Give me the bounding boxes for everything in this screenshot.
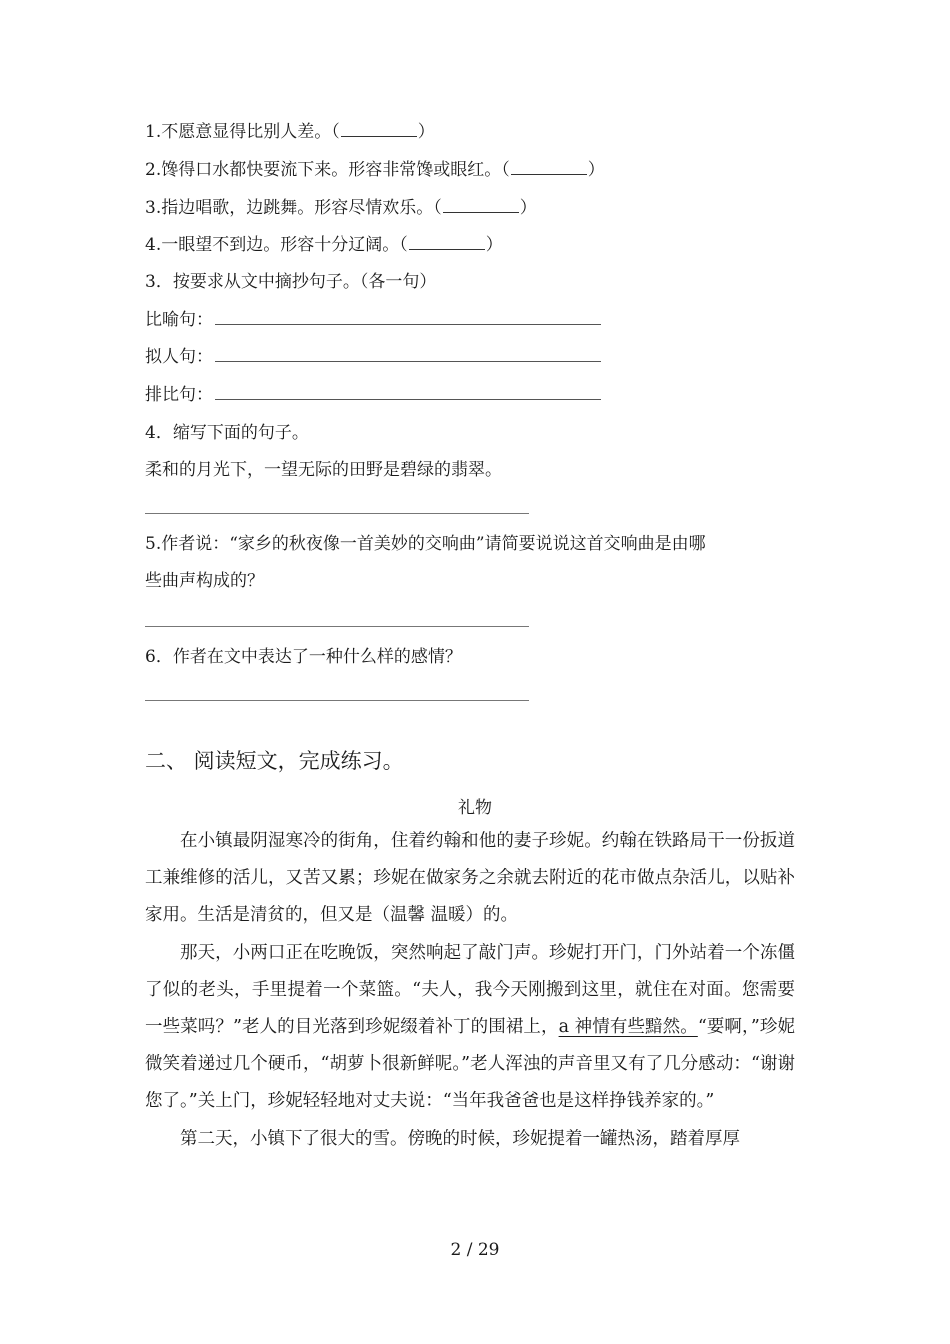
answer-line[interactable] — [215, 383, 601, 400]
idiom-question-3: 3.指边唱歌，边跳舞。形容尽情欢乐。（ ） — [145, 198, 537, 218]
question-5-line-1: 5.作者说：“家乡的秋夜像一首美妙的交响曲”请简要说说这首交响曲是由哪 — [145, 534, 706, 554]
personification-line: 拟人句： — [145, 345, 601, 369]
answer-blank[interactable] — [341, 120, 417, 137]
paragraph-1: 在小镇最阴湿寒冷的街角，住着约翰和他的妻子珍妮。约翰在铁路局干一份扳道工兼维修的活儿，又苦又累；珍妮在做家务之余就去附近的花市做点杂活儿，以贴补家用。生活是清贫的，但又是（温馨 温暖）的。 — [145, 831, 795, 926]
paragraph-3: 第二天，小镇下了很大的雪。傍晚的时候，珍妮提着一罐热汤，踏着厚厚 — [180, 1128, 740, 1149]
answer-blank[interactable] — [511, 158, 587, 175]
question-4-sentence: 柔和的月光下，一望无际的田野是碧绿的翡翠。 — [145, 460, 502, 480]
idiom-question-1: 1.不愿意显得比别人差。（ ） — [145, 122, 435, 142]
page-number: 2 / 29 — [450, 1240, 500, 1260]
answer-line[interactable] — [145, 700, 529, 701]
question-4: 4．缩写下面的句子。 — [145, 423, 309, 443]
answer-blank[interactable] — [443, 196, 519, 213]
parallelism-line: 排比句： — [145, 383, 601, 407]
answer-line[interactable] — [145, 626, 529, 627]
question-6: 6．作者在文中表达了一种什么样的感情？ — [145, 647, 462, 667]
question-3: 3．按要求从文中摘抄句子。（各一句） — [145, 272, 437, 292]
passage-body — [145, 823, 795, 1158]
answer-line[interactable] — [215, 345, 601, 362]
answer-line[interactable] — [215, 308, 601, 325]
question-5-line-2: 些曲声构成的？ — [145, 571, 264, 591]
simile-line: 比喻句： — [145, 308, 601, 332]
idiom-question-4: 4.一眼望不到边。形容十分辽阔。（ ） — [145, 235, 503, 255]
section-heading: 二、 阅读短文，完成练习。 — [145, 749, 404, 773]
answer-blank[interactable] — [409, 233, 485, 250]
answer-line[interactable] — [145, 513, 529, 514]
paragraph-2: 那天，小两口正在吃晚饭，突然响起了敲门声。珍妮打开门，门外站着一个冻僵了似的老头，手里提着一个菜篮。“夫人，我今天刚搬到这里，就住在对面。您需要一些菜吗？”老人的目光落到珍妮缀着补丁的围裙上，a 神情有些黯然。“要啊，”珍妮微笑着递过几个硬币，“胡萝卜很新鲜呢。”老人浑浊的声音里又有了几分感动：“谢谢您了。”关上门，珍妮轻轻地对丈夫说：“当年我爸爸也是这样挣钱养家的。” — [145, 942, 795, 1112]
underlined-sentence-a: a 神情有些黯然。 — [558, 1017, 698, 1038]
passage-title: 礼物 — [458, 798, 492, 818]
idiom-question-2: 2.馋得口水都快要流下来。形容非常馋或眼红。（ ） — [145, 160, 605, 180]
